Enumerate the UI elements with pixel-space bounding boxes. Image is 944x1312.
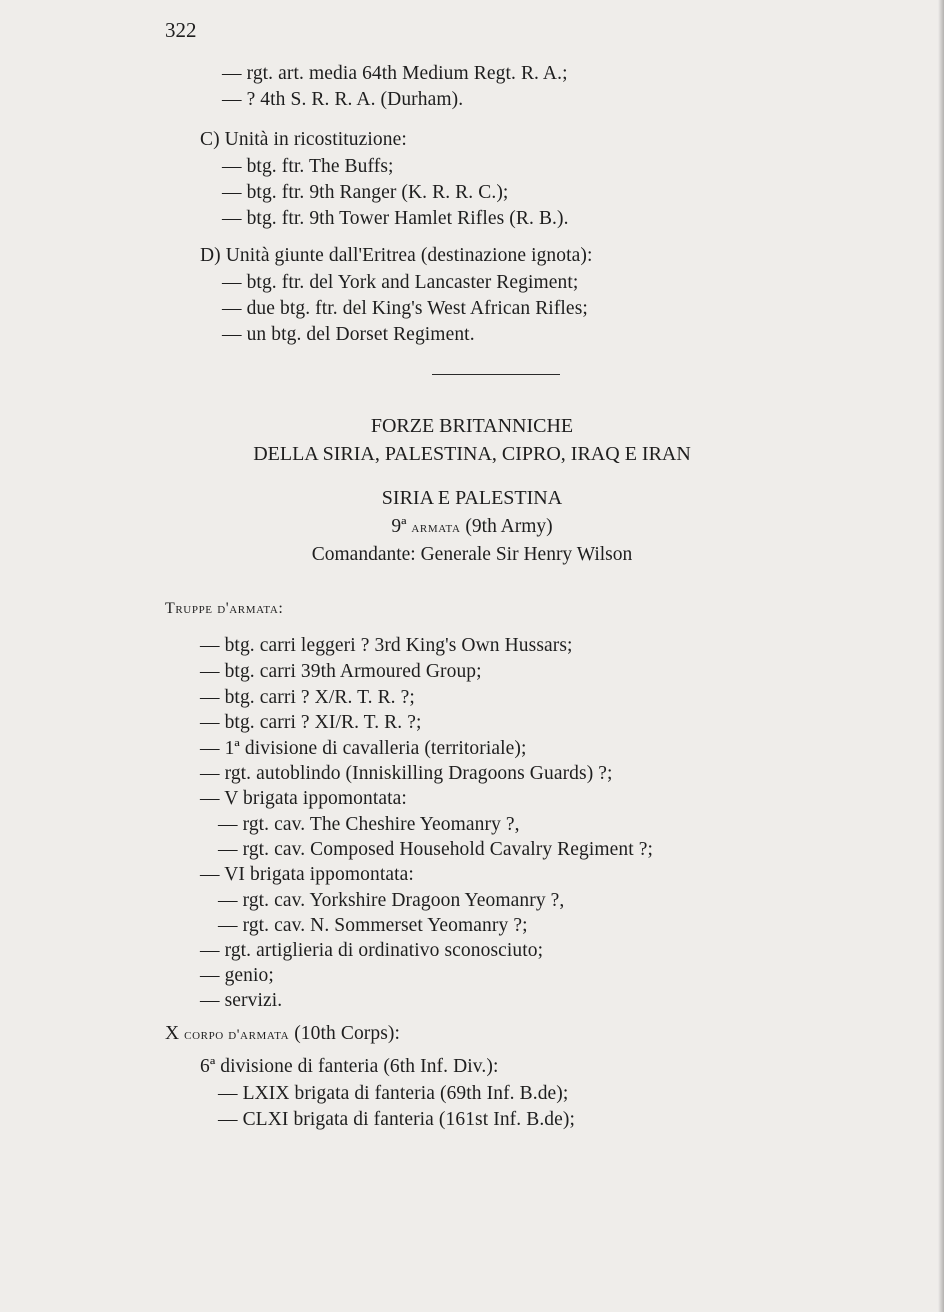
list-item: — rgt. artiglieria di ordinativo sconosciuto; — [200, 940, 544, 961]
list-item: — LXIX brigata di fanteria (69th Inf. B.de); — [218, 1083, 569, 1104]
list-item: — rgt. cav. Yorkshire Dragoon Yeomanry ?, — [218, 890, 565, 911]
section-divider — [432, 374, 560, 375]
commander-line: Comandante: Generale Sir Henry Wilson — [311, 544, 633, 565]
list-item: — rgt. autoblindo (Inniskilling Dragoons Guards) ?; — [200, 763, 613, 784]
page-edge-shadow — [938, 0, 944, 1312]
corps-label: corpo d'armata — [184, 1027, 290, 1043]
subtitle: SIRIA E PALESTINA — [381, 487, 563, 509]
section-heading-d: D) Unità giunte dall'Eritrea (destinazione ignota): — [200, 245, 593, 266]
list-item: — rgt. cav. The Cheshire Yeomanry ?, — [218, 814, 520, 835]
list-item: — btg. ftr. The Buffs; — [222, 156, 394, 177]
list-item: — CLXI brigata di fanteria (161st Inf. B.de); — [218, 1109, 576, 1130]
list-item: — ? 4th S. R. R. A. (Durham). — [222, 89, 464, 110]
list-item: — VI brigata ippomontata: — [200, 864, 414, 885]
list-item: — btg. carri ? X/R. T. R. ?; — [200, 687, 415, 708]
corps-name: (10th Corps): — [294, 1023, 401, 1044]
list-item: — un btg. del Dorset Regiment. — [222, 324, 475, 345]
corps-number: X — [165, 1023, 180, 1044]
list-item: — servizi. — [200, 990, 283, 1011]
list-item: — genio; — [200, 965, 274, 986]
list-item: — btg. ftr. 9th Tower Hamlet Rifles (R. B.). — [222, 208, 569, 229]
list-item: — rgt. art. media 64th Medium Regt. R. A.; — [222, 63, 568, 84]
page-number: 322 — [165, 18, 197, 42]
army-number: 9ª — [391, 516, 407, 537]
list-item: — rgt. cav. Composed Household Cavalry Regiment ?; — [218, 839, 654, 860]
truppe-heading: Truppe d'armata: — [165, 600, 284, 617]
list-item: — btg. ftr. del York and Lancaster Regiment; — [222, 272, 579, 293]
list-item: — btg. ftr. 9th Ranger (K. R. R. C.); — [222, 182, 509, 203]
list-item: — V brigata ippomontata: — [200, 788, 407, 809]
corps-heading — [165, 1022, 400, 1047]
list-item: — btg. carri ? XI/R. T. R. ?; — [200, 712, 422, 733]
title-line-2: DELLA SIRIA, PALESTINA, CIPRO, IRAQ E IRAN — [253, 443, 691, 465]
division-heading: 6ª divisione di fanteria (6th Inf. Div.): — [200, 1056, 499, 1077]
army-name: (9th Army) — [465, 516, 553, 537]
list-item: — btg. carri leggeri ? 3rd King's Own Hussars; — [200, 635, 573, 656]
list-item: — btg. carri 39th Armoured Group; — [200, 661, 482, 682]
army-line — [0, 515, 944, 540]
army-label: armata — [411, 520, 461, 536]
list-item: — due btg. ftr. del King's West African Rifles; — [222, 298, 588, 319]
list-item: — rgt. cav. N. Sommerset Yeomanry ?; — [218, 915, 528, 936]
title-line-1: FORZE BRITANNICHE — [370, 415, 574, 437]
section-heading-c: C) Unità in ricostituzione: — [200, 129, 407, 150]
list-item: — 1ª divisione di cavalleria (territoriale); — [200, 738, 527, 759]
